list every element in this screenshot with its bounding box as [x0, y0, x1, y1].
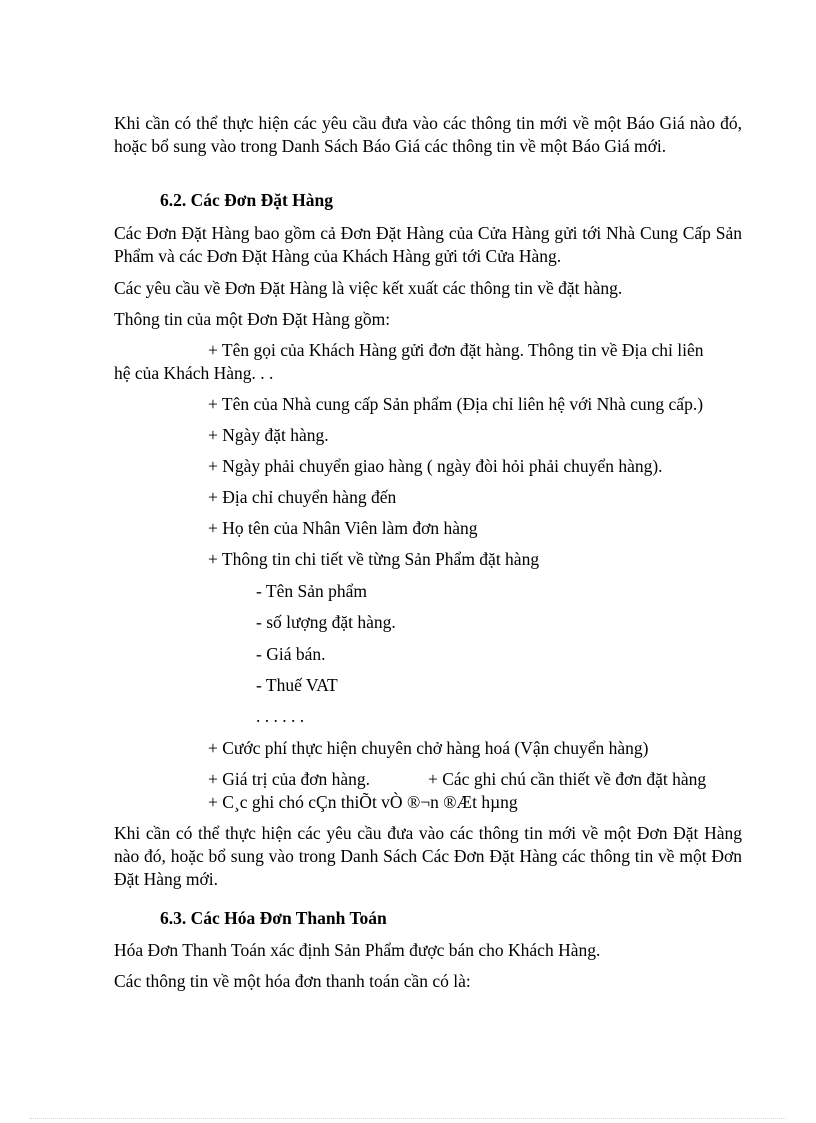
list-item-supplier-name: + Tên của Nhà cung cấp Sản phẩm (Địa chỉ liên hệ với Nhà cung cấp.)	[208, 394, 704, 414]
sub-item-price: - Giá bán.	[256, 644, 326, 664]
list-item-customer-name: + Tên gọi của Khách Hàng gửi đơn đặt hàng. Thông tin về Địa chỉ liên	[208, 340, 704, 360]
sub-item-quantity: - số lượng đặt hàng.	[256, 612, 396, 632]
list-item-order-notes: + Các ghi chú cần thiết về đơn đặt hàng	[428, 769, 707, 789]
list-item-delivery-address: + Địa chỉ chuyển hàng đến	[208, 487, 397, 507]
sub-item-product-name: - Tên Sản phẩm	[256, 581, 367, 601]
sub-item-ellipsis: . . . . . .	[256, 706, 305, 726]
list-item-delivery-date: + Ngày phải chuyển giao hàng ( ngày đòi hỏi phải chuyển hàng).	[208, 456, 663, 476]
paragraph-order-info-intro: Thông tin của một Đơn Đặt Hàng gồm:	[114, 309, 391, 329]
list-item-employee-name: + Họ tên của Nhân Viên làm đơn hàng	[208, 518, 478, 538]
paragraph-order-types: Các Đơn Đặt Hàng bao gồm cả Đơn Đặt Hàng của Cửa Hàng gửi tới Nhà Cung Cấp Sản Phẩm và các Đơn Đặt Hàng của Khách Hàng gửi tới Cửa Hàng.	[114, 223, 742, 266]
list-item-product-details: + Thông tin chi tiết về từng Sản Phẩm đặt hàng	[208, 549, 540, 569]
paragraph-quote-update: Khi cần có thể thực hiện các yêu cầu đưa vào các thông tin mới về một Báo Giá nào đó, hoặc bổ sung vào trong Danh Sách Báo Giá các thông tin về một Báo Giá mới.	[114, 113, 742, 156]
paragraph-order-update: Khi cần có thể thực hiện các yêu cầu đưa vào các thông tin mới về một Đơn Đặt Hàng nào đó, hoặc bổ sung vào trong Danh Sách Các Đơn Đặt Hàng các thông tin về một Đơn Đặt Hàng mới.	[114, 823, 742, 889]
list-item-shipping-fee: + Cước phí thực hiện chuyên chở hàng hoá (Vận chuyển hàng)	[208, 738, 649, 758]
paragraph-order-requirements: Các yêu cầu về Đơn Đặt Hàng là việc kết xuất các thông tin về đặt hàng.	[114, 278, 623, 298]
paragraph-invoice-definition: Hóa Đơn Thanh Toán xác định Sản Phẩm được bán cho Khách Hàng.	[114, 940, 601, 960]
list-item-order-value: + Giá trị của đơn hàng.	[208, 769, 370, 789]
heading-purchase-orders: 6.2. Các Đơn Đặt Hàng	[160, 190, 334, 210]
list-item-order-date: + Ngày đặt hàng.	[208, 425, 329, 445]
list-item-customer-name-cont: hệ của Khách Hàng. . .	[114, 363, 274, 383]
heading-payment-invoices: 6.3. Các Hóa Đơn Thanh Toán	[160, 908, 387, 928]
paragraph-invoice-info-intro: Các thông tin về một hóa đơn thanh toán cần có là:	[114, 971, 471, 991]
page-bottom-divider	[30, 1118, 786, 1119]
list-item-order-notes-garbled: + C¸c ghi chó cÇn thiÕt vÒ ®¬n ®Æt hµng	[208, 792, 518, 812]
sub-item-vat: - Thuế VAT	[256, 675, 338, 695]
